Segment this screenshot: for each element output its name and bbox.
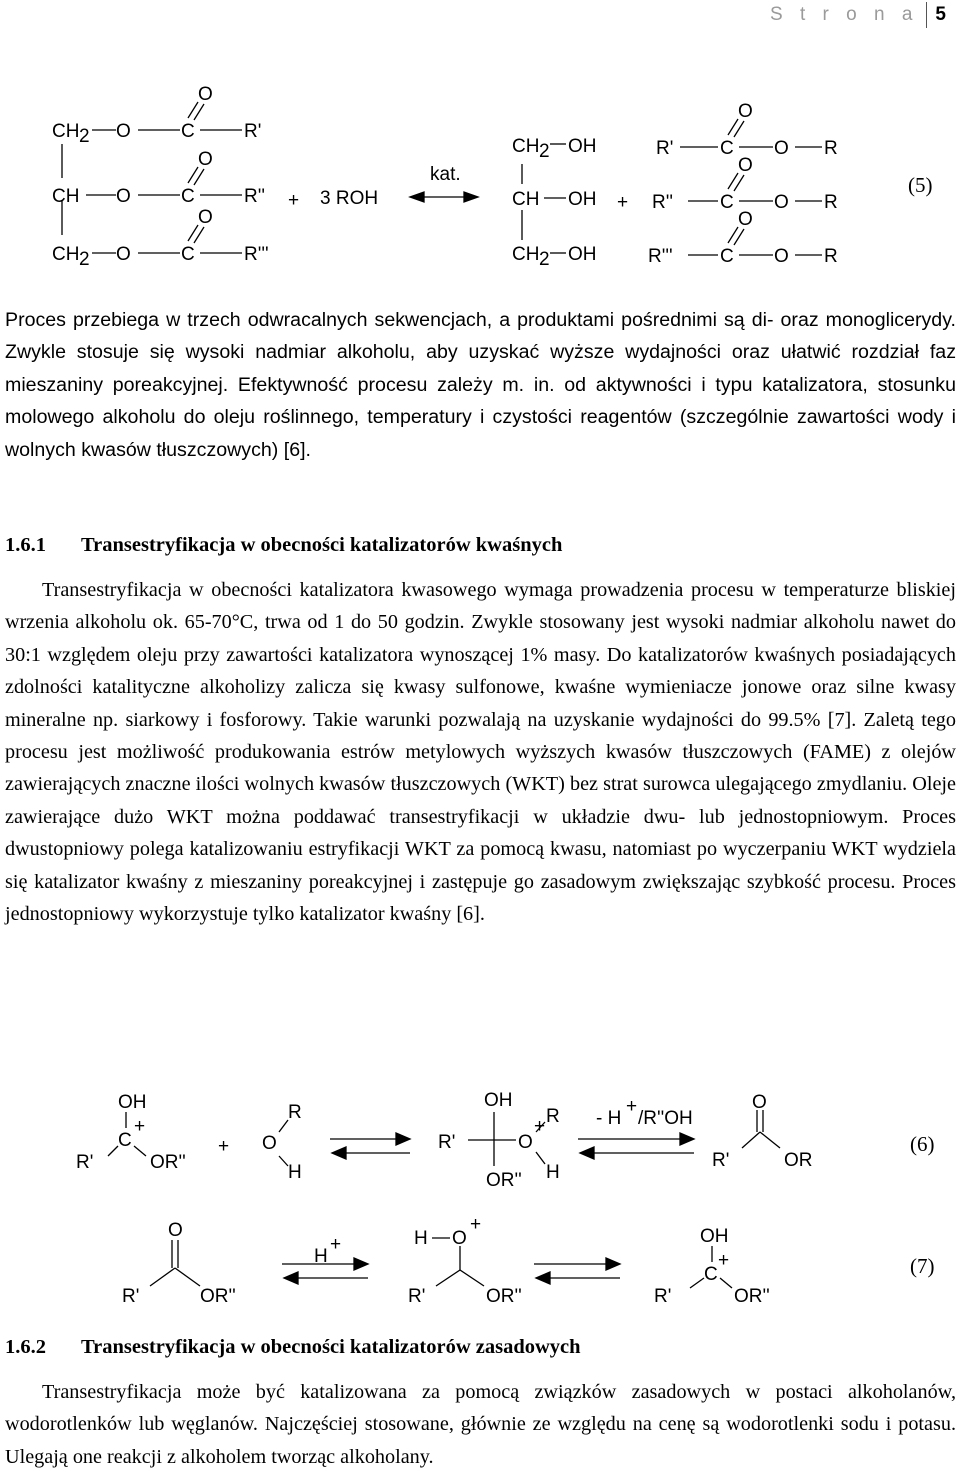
svg-text:CH: CH <box>512 189 540 210</box>
equation-7-diagram <box>0 1218 960 1318</box>
page-header <box>770 2 946 28</box>
svg-text:2: 2 <box>79 126 90 147</box>
section-title: Transestryfikacja w obecności katalizatorów zasadowych <box>81 1336 581 1358</box>
svg-text:C: C <box>704 1264 718 1285</box>
plus-sign: + <box>288 190 300 211</box>
svg-text:O: O <box>774 138 789 159</box>
condition-label: - H <box>596 1108 622 1129</box>
svg-text:C: C <box>720 246 734 267</box>
ch2-top-label: CH <box>52 121 80 142</box>
svg-text:O: O <box>738 155 753 176</box>
svg-text:R': R' <box>122 1286 140 1307</box>
svg-text:C: C <box>181 244 195 265</box>
svg-text:R: R <box>824 192 838 213</box>
equation-number-6: (6) <box>910 1132 935 1156</box>
svg-text:+: + <box>626 1096 638 1117</box>
svg-text:R''': R''' <box>648 246 673 267</box>
svg-text:OH: OH <box>484 1090 513 1111</box>
svg-text:OR'': OR'' <box>150 1152 186 1173</box>
svg-text:OH: OH <box>568 136 597 157</box>
svg-text:O: O <box>774 192 789 213</box>
paragraph-base-catalysis: Transestryfikacja może być katalizowana za pomocą związków zasadowych w postaci alkoholanów, wodorotlenków lub węglanów. Najczęściej stosowane, głównie ze względu na cenę są wodorotlenki sodu i potasu. Ulegają one reakcji z alkoholem tworząc alkoholany. <box>5 1381 956 1468</box>
svg-text:OH: OH <box>568 244 597 265</box>
svg-text:CH: CH <box>52 186 80 207</box>
svg-text:R: R <box>546 1106 560 1127</box>
equation-number-7: (7) <box>910 1254 935 1278</box>
svg-text:OH: OH <box>118 1092 147 1113</box>
section-number: 1.6.1 <box>5 534 46 556</box>
svg-text:O: O <box>738 101 753 122</box>
svg-text:H: H <box>546 1162 560 1183</box>
svg-text:C: C <box>181 186 195 207</box>
svg-text:H: H <box>288 1162 302 1183</box>
svg-text:R: R <box>824 138 838 159</box>
svg-text:O: O <box>198 84 213 105</box>
svg-text:+: + <box>218 1136 230 1157</box>
svg-text:O: O <box>452 1228 467 1249</box>
svg-text:R': R' <box>656 138 674 159</box>
svg-text:H: H <box>414 1228 428 1249</box>
svg-text:+: + <box>534 1116 546 1137</box>
svg-text:OH: OH <box>700 1226 729 1247</box>
svg-text:OR: OR <box>784 1150 813 1171</box>
svg-text:H: H <box>314 1246 328 1267</box>
svg-text:R': R' <box>438 1132 456 1153</box>
svg-text:O: O <box>738 209 753 230</box>
svg-text:CH: CH <box>512 136 540 157</box>
catalyst-label: kat. <box>430 164 461 185</box>
svg-text:O: O <box>116 121 131 142</box>
svg-text:O: O <box>116 186 131 207</box>
svg-text:R'': R'' <box>244 186 265 207</box>
svg-text:2: 2 <box>539 249 550 270</box>
svg-text:O: O <box>116 244 131 265</box>
equation-5 <box>0 80 960 280</box>
svg-text:O: O <box>262 1133 277 1154</box>
svg-text:+: + <box>470 1218 482 1235</box>
svg-text:OH: OH <box>568 189 597 210</box>
svg-text:OR'': OR'' <box>734 1286 770 1307</box>
svg-text:R''': R''' <box>244 244 269 265</box>
section-heading-1-6-1 <box>5 534 562 557</box>
page-label: S t r o n a <box>770 4 919 25</box>
header-divider <box>926 2 927 28</box>
svg-text:C: C <box>720 138 734 159</box>
svg-text:O: O <box>518 1132 533 1153</box>
reagent-alcohol: 3 ROH <box>320 188 379 209</box>
paragraph-intro: Proces przebiega w trzech odwracalnych sekwencjach, a produktami pośrednimi są di- oraz monoglicerydy. Zwykle stosuje się wysoki nadmiar alkoholu, aby uzyskać wyższe wydajności oraz ułatwić rozdział faz mieszaniny poreakcyjnej. Efektywność procesu zależy m. in. od aktywności i typu katalizatora, stosunku molowego alkoholu do oleju roślinnego, temperatury i czystości reagentów (szczególnie zawartości wody i wolnych kwasów tłuszczowych) [6]. <box>5 309 956 461</box>
svg-text:O: O <box>198 207 213 228</box>
section-number: 1.6.2 <box>5 1336 46 1358</box>
equation-number-5: (5) <box>908 173 933 197</box>
svg-text:R: R <box>288 1102 302 1123</box>
svg-text:CH: CH <box>512 244 540 265</box>
svg-text:/R''OH: /R''OH <box>638 1108 693 1129</box>
equation-7 <box>0 1218 960 1318</box>
svg-text:O: O <box>198 149 213 170</box>
svg-text:2: 2 <box>79 249 90 270</box>
svg-text:O: O <box>774 246 789 267</box>
svg-text:R': R' <box>244 121 262 142</box>
equation-6-diagram <box>0 1084 960 1196</box>
paragraph-acid-catalysis: Transestryfikacja w obecności katalizatora kwasowego wymaga prowadzenia procesu w temperaturze bliskiej wrzenia alkoholu ok. 65-70°C, trwa od 1 do 50 godzin. Zwykle stosowany jest wysoki nadmiar alkoholu nawet do 30:1 względem oleju przy zawartości katalizatora wynoszącej 1% masy. Do katalizatorów kwaśnych posiadających zdolności katalityczne alkoholizy zalicza się kwasy sulfonowe, kwaśne wymieniacze jonowe oraz silne kwasy mineralne np. siarkowy i fosforowy. Takie warunki pozwalają na uzyskanie wydajności do 99.5% [7]. Zaletą tego procesu jest możliwość produkowania estrów metylowych wyższych kwasów tłuszczowych (FAME) z olejów zawierających znaczne ilości wolnych kwasów tłuszczowych (WKT) bez strat surowca ulegającego zmydlaniu. Oleje zawierające dużo WKT można poddawać transestryfikacji w układzie dwu- lub jednostopniowym. Proces dwustopniowy polega katalizowaniu estryfikacji WKT za pomocą kwasu, natomiast po wyczerpaniu WKT wydziela się katalizator kwaśny z mieszaniny poreakcyjnej i zastępuje go zasadowym zwiększając szybkość procesu. Proces jednostopniowy wykorzystuje tylko katalizator kwaśny [6]. <box>5 579 956 926</box>
section-heading-1-6-2 <box>5 1336 581 1359</box>
svg-text:C: C <box>720 192 734 213</box>
svg-text:C: C <box>118 1130 132 1151</box>
svg-text:R': R' <box>654 1286 672 1307</box>
equation-6 <box>0 1084 960 1196</box>
svg-text:C: C <box>181 121 195 142</box>
svg-text:2: 2 <box>539 141 550 162</box>
svg-text:OR'': OR'' <box>486 1286 522 1307</box>
svg-text:R': R' <box>76 1152 94 1173</box>
svg-text:R': R' <box>712 1150 730 1171</box>
section-title: Transestryfikacja w obecności katalizatorów kwaśnych <box>81 534 563 556</box>
svg-text:+: + <box>718 1250 730 1271</box>
svg-text:CH: CH <box>52 244 80 265</box>
page-number: 5 <box>935 4 946 25</box>
svg-text:R: R <box>824 246 838 267</box>
svg-text:+: + <box>617 192 629 213</box>
svg-text:O: O <box>752 1092 767 1113</box>
svg-text:R'': R'' <box>652 192 673 213</box>
svg-text:O: O <box>168 1220 183 1241</box>
svg-text:OR'': OR'' <box>486 1170 522 1191</box>
svg-text:R': R' <box>408 1286 426 1307</box>
svg-text:+: + <box>134 1116 146 1137</box>
svg-text:+: + <box>330 1234 342 1255</box>
svg-text:OR'': OR'' <box>200 1286 236 1307</box>
equation-5-diagram <box>0 80 960 280</box>
